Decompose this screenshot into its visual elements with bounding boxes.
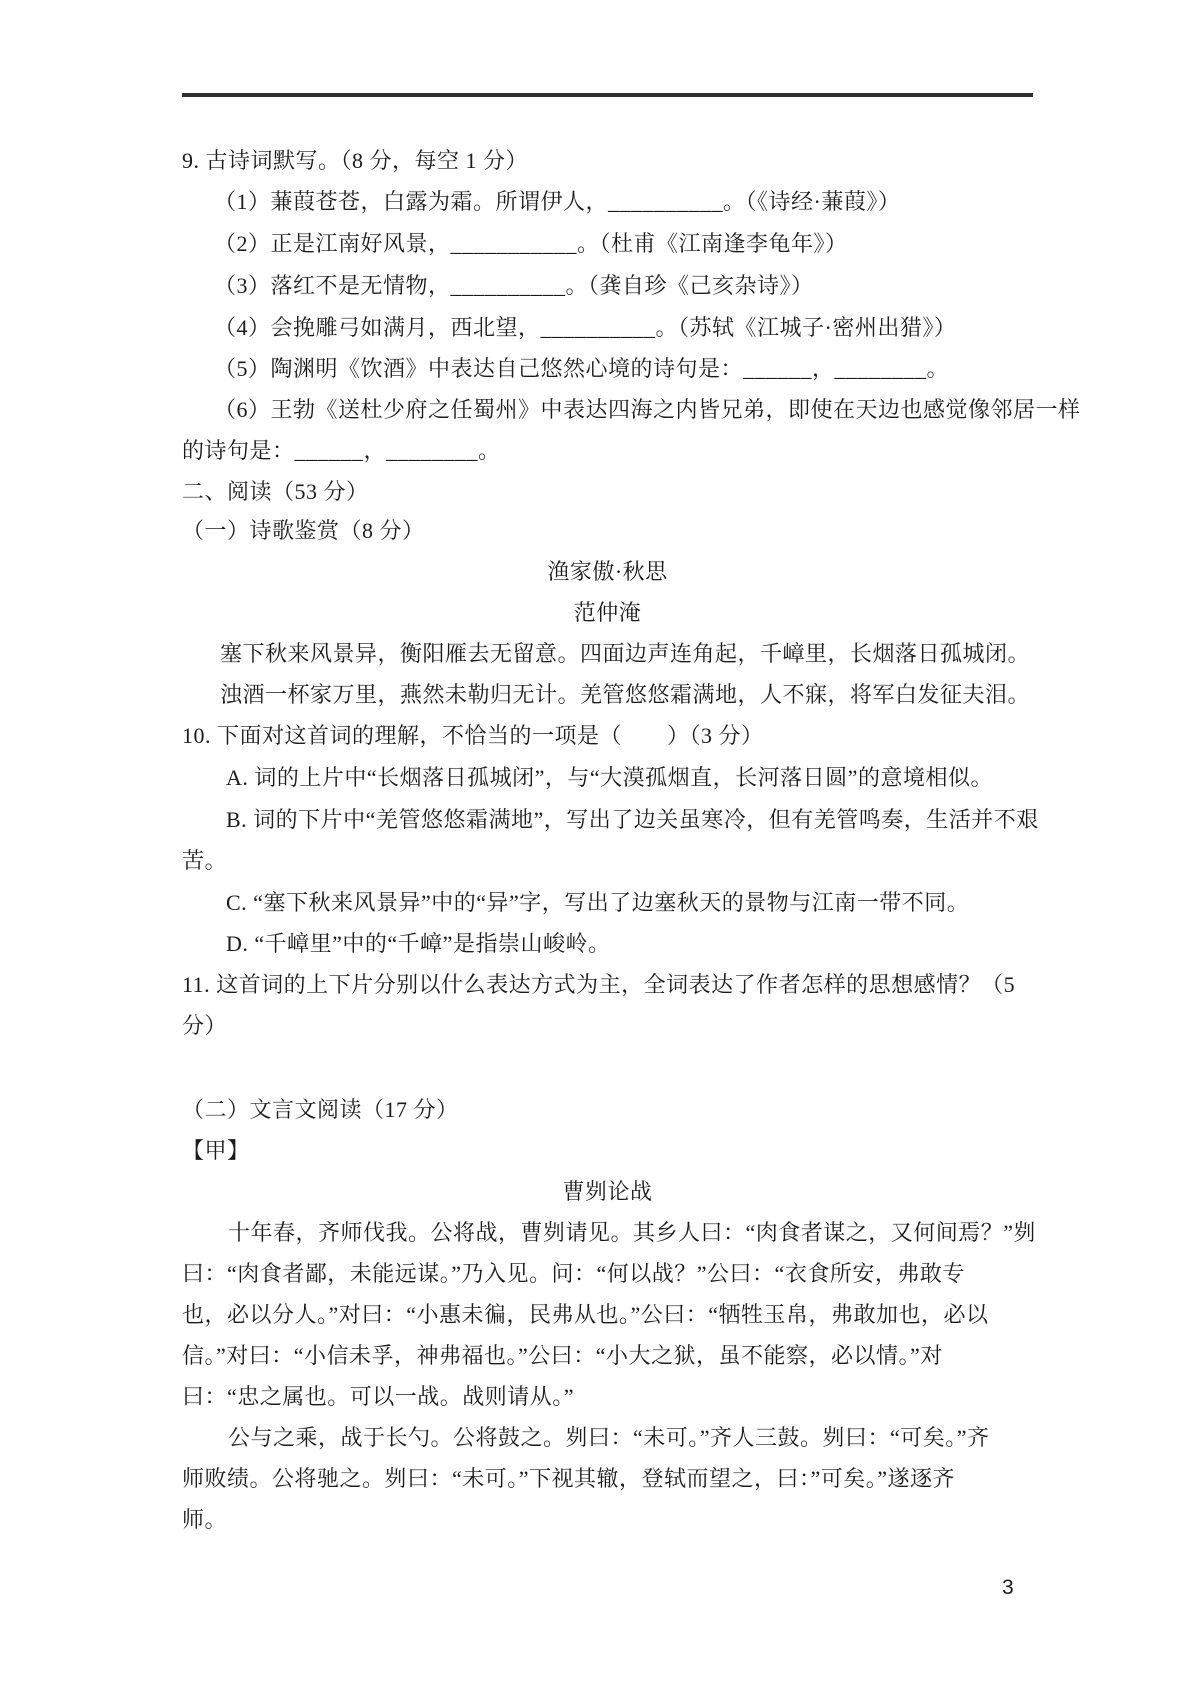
question-10-stem: 10. 下面对这首词的理解，不恰当的一项是（ ）（3 分） bbox=[182, 723, 764, 748]
passage-para-1-line-1: 十年春，齐师伐我。公将战，曹刿请见。其乡人曰：“肉食者谋之，又何间焉？”刿 bbox=[228, 1220, 1037, 1245]
subsection-one-heading: （一）诗歌鉴赏（8 分） bbox=[182, 518, 425, 543]
option-b: B. 词的下片中“羌管悠悠霜满地”，写出了边关虽寒冷，但有羌管鸣奏，生活并不艰 bbox=[226, 807, 1039, 832]
page-number: 3 bbox=[1002, 1576, 1014, 1599]
blank-item-6-continuation: 的诗句是：______，________。 bbox=[182, 438, 501, 463]
option-b-continuation: 苦。 bbox=[182, 848, 228, 873]
option-d: D. “千嶂里”中的“千嶂”是指崇山峻岭。 bbox=[226, 931, 611, 956]
blank-item-1: （1）蒹葭苍苍，白露为霜。所谓伊人，__________。（《诗经·蒹葭》） bbox=[214, 189, 901, 214]
subsection-two-heading: （二）文言文阅读（17 分） bbox=[182, 1097, 459, 1122]
passage-para-2-line-1: 公与之乘，战于长勺。公将鼓之。刿曰：“未可。”齐人三鼓。刿曰：“可矣。”齐 bbox=[228, 1425, 990, 1450]
header-rule bbox=[182, 93, 1033, 97]
poem-line-1: 塞下秋来风景异，衡阳雁去无留意。四面边声连角起，千嶂里，长烟落日孤城闭。 bbox=[220, 641, 1031, 666]
passage-para-1-line-5: 曰：“忠之属也。可以一战。战则请从。” bbox=[182, 1384, 575, 1409]
passage-para-1-line-3: 也，必以分人。”对曰：“小惠未徧，民弗从也。”公曰：“牺牲玉帛，弗敢加也，必以 bbox=[182, 1302, 989, 1327]
passage-para-2-line-2: 师败绩。公将驰之。刿曰：“未可。”下视其辙，登轼而望之，曰：”可矣。”遂逐齐 bbox=[182, 1466, 956, 1491]
blank-item-6: （6）王勃《送杜少府之任蜀州》中表达四海之内皆兄弟，即使在天边也感觉像邻居一样 bbox=[214, 397, 1081, 422]
poem-title: 渔家傲·秋思 bbox=[547, 559, 668, 584]
blank-item-4: （4）会挽雕弓如满月，西北望，__________。（苏轼《江城子·密州出猎》） bbox=[214, 315, 957, 340]
passage-para-1-line-4: 信。”对曰：“小信未孚，神弗福也。”公曰：“小大之狱，虽不能察，必以情。”对 bbox=[182, 1343, 943, 1368]
question-11-continuation: 分） bbox=[182, 1013, 228, 1038]
question-11-stem: 11. 这首词的上下片分别以什么表达方式为主，全词表达了作者怎样的思想感情？（5 bbox=[182, 972, 1016, 997]
blank-item-2: （2）正是江南好风景，___________。（杜甫《江南逢李龟年》） bbox=[214, 231, 848, 256]
passage-para-1-line-2: 曰：“肉食者鄙，未能远谋。”乃入见。问：“何以战？”公曰：“衣食所安，弗敢专 bbox=[182, 1261, 965, 1286]
section-two-heading: 二、阅读（53 分） bbox=[182, 479, 369, 504]
poem-line-2: 浊酒一杯家万里，燕然未勒归无计。羌管悠悠霜满地，人不寐，将军白发征夫泪。 bbox=[220, 682, 1031, 707]
passage-marker-jia: 【甲】 bbox=[182, 1138, 250, 1163]
option-c: C. “塞下秋来风景异”中的“异”字，写出了边塞秋天的景物与江南一带不同。 bbox=[226, 890, 970, 915]
option-a: A. 词的上片中“长烟落日孤城闭”，与“大漠孤烟直，长河落日圆”的意境相似。 bbox=[226, 765, 993, 790]
passage-para-2-line-3: 师。 bbox=[182, 1507, 228, 1532]
poem-author: 范仲淹 bbox=[573, 600, 642, 625]
blank-item-3: （3）落红不是无情物，__________。（龚自珍《己亥杂诗》） bbox=[214, 273, 814, 298]
passage-title: 曹刿论战 bbox=[562, 1179, 653, 1204]
blank-item-5: （5）陶渊明《饮酒》中表达自己悠然心境的诗句是：______，________。 bbox=[214, 356, 950, 381]
question-9-heading: 9. 古诗词默写。（8 分，每空 1 分） bbox=[182, 148, 529, 173]
